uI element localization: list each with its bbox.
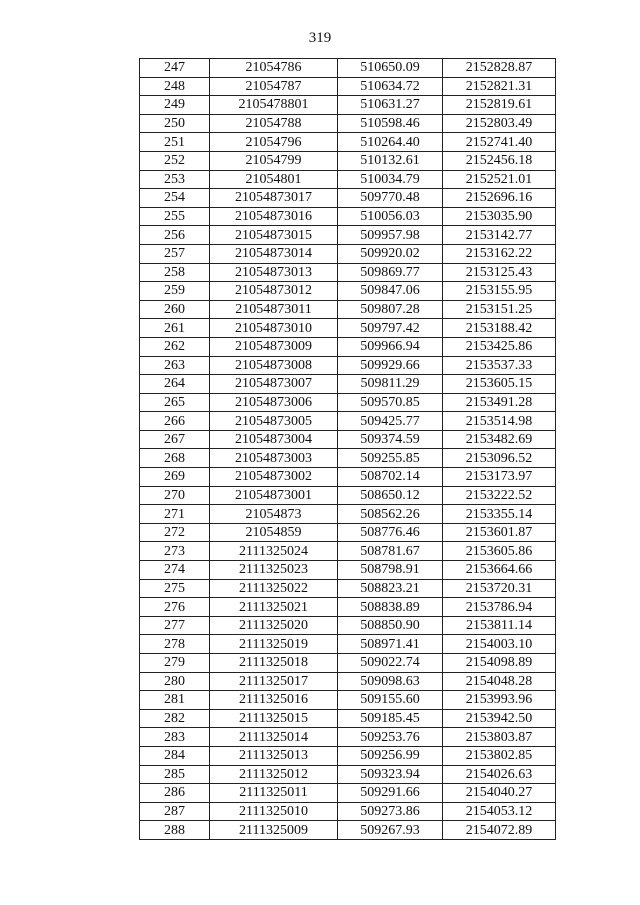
row-number-cell: 249: [140, 96, 210, 115]
point-id-cell: 21054873007: [210, 375, 338, 394]
y-coordinate-cell: 2153173.97: [443, 468, 556, 487]
row-number-cell: 269: [140, 468, 210, 487]
y-coordinate-cell: 2153222.52: [443, 486, 556, 505]
point-id-cell: 21054873016: [210, 207, 338, 226]
y-coordinate-cell: 2153537.33: [443, 356, 556, 375]
point-id-cell: 21054873001: [210, 486, 338, 505]
table-row: [140, 77, 556, 96]
x-coordinate-cell: 509323.94: [338, 765, 443, 784]
row-number-cell: 286: [140, 784, 210, 803]
x-coordinate-cell: 510132.61: [338, 151, 443, 170]
y-coordinate-cell: 2153188.42: [443, 319, 556, 338]
point-id-cell: 21054873013: [210, 263, 338, 282]
row-number-cell: 248: [140, 77, 210, 96]
row-number-cell: 251: [140, 133, 210, 152]
x-coordinate-cell: 510034.79: [338, 170, 443, 189]
x-coordinate-cell: 508798.91: [338, 561, 443, 580]
y-coordinate-cell: 2153942.50: [443, 709, 556, 728]
row-number-cell: 283: [140, 728, 210, 747]
x-coordinate-cell: 509797.42: [338, 319, 443, 338]
table-row: [140, 579, 556, 598]
y-coordinate-cell: 2153491.28: [443, 393, 556, 412]
y-coordinate-cell: 2154098.89: [443, 654, 556, 673]
table-row: [140, 468, 556, 487]
table-row: [140, 151, 556, 170]
row-number-cell: 247: [140, 59, 210, 78]
table-row: [140, 96, 556, 115]
point-id-cell: 2111325019: [210, 635, 338, 654]
y-coordinate-cell: 2153155.95: [443, 282, 556, 301]
row-number-cell: 275: [140, 579, 210, 598]
y-coordinate-cell: 2152828.87: [443, 59, 556, 78]
point-id-cell: 21054873011: [210, 300, 338, 319]
table-row: [140, 114, 556, 133]
point-id-cell: 21054873002: [210, 468, 338, 487]
x-coordinate-cell: 509869.77: [338, 263, 443, 282]
row-number-cell: 284: [140, 746, 210, 765]
point-id-cell: 21054873006: [210, 393, 338, 412]
row-number-cell: 282: [140, 709, 210, 728]
row-number-cell: 265: [140, 393, 210, 412]
x-coordinate-cell: 509770.48: [338, 189, 443, 208]
x-coordinate-cell: 509929.66: [338, 356, 443, 375]
x-coordinate-cell: 509256.99: [338, 746, 443, 765]
point-id-cell: 21054873005: [210, 412, 338, 431]
point-id-cell: 21054873: [210, 505, 338, 524]
row-number-cell: 285: [140, 765, 210, 784]
table-row: [140, 207, 556, 226]
table-row: [140, 821, 556, 840]
point-id-cell: 21054873003: [210, 449, 338, 468]
point-id-cell: 2105478801: [210, 96, 338, 115]
x-coordinate-cell: 509374.59: [338, 430, 443, 449]
table-row: [140, 282, 556, 301]
y-coordinate-cell: 2152456.18: [443, 151, 556, 170]
row-number-cell: 257: [140, 244, 210, 263]
row-number-cell: 259: [140, 282, 210, 301]
table-row: [140, 505, 556, 524]
y-coordinate-cell: 2154040.27: [443, 784, 556, 803]
point-id-cell: 2111325022: [210, 579, 338, 598]
y-coordinate-cell: 2154053.12: [443, 802, 556, 821]
point-id-cell: 2111325021: [210, 598, 338, 617]
table-row: [140, 802, 556, 821]
point-id-cell: 21054873008: [210, 356, 338, 375]
point-id-cell: 2111325018: [210, 654, 338, 673]
point-id-cell: 21054873012: [210, 282, 338, 301]
y-coordinate-cell: 2153802.85: [443, 746, 556, 765]
x-coordinate-cell: 509957.98: [338, 226, 443, 245]
table-row: [140, 412, 556, 431]
x-coordinate-cell: 508971.41: [338, 635, 443, 654]
x-coordinate-cell: 508650.12: [338, 486, 443, 505]
x-coordinate-cell: 509291.66: [338, 784, 443, 803]
table-row: [140, 635, 556, 654]
table-row: [140, 598, 556, 617]
row-number-cell: 287: [140, 802, 210, 821]
x-coordinate-cell: 509155.60: [338, 691, 443, 710]
row-number-cell: 263: [140, 356, 210, 375]
y-coordinate-cell: 2153605.86: [443, 542, 556, 561]
y-coordinate-cell: 2154003.10: [443, 635, 556, 654]
row-number-cell: 264: [140, 375, 210, 394]
row-number-cell: 250: [140, 114, 210, 133]
x-coordinate-cell: 509185.45: [338, 709, 443, 728]
point-id-cell: 21054873015: [210, 226, 338, 245]
x-coordinate-cell: 509847.06: [338, 282, 443, 301]
table-row: [140, 59, 556, 78]
point-id-cell: 21054799: [210, 151, 338, 170]
row-number-cell: 274: [140, 561, 210, 580]
point-id-cell: 2111325015: [210, 709, 338, 728]
row-number-cell: 288: [140, 821, 210, 840]
table-row: [140, 226, 556, 245]
x-coordinate-cell: 508850.90: [338, 616, 443, 635]
x-coordinate-cell: 509811.29: [338, 375, 443, 394]
page-number: 319: [308, 30, 332, 46]
table-row: [140, 709, 556, 728]
point-id-cell: 2111325016: [210, 691, 338, 710]
row-number-cell: 280: [140, 672, 210, 691]
y-coordinate-cell: 2153811.14: [443, 616, 556, 635]
point-id-cell: 2111325009: [210, 821, 338, 840]
x-coordinate-cell: 510598.46: [338, 114, 443, 133]
y-coordinate-cell: 2153142.77: [443, 226, 556, 245]
point-id-cell: 2111325020: [210, 616, 338, 635]
y-coordinate-cell: 2152521.01: [443, 170, 556, 189]
point-id-cell: 21054787: [210, 77, 338, 96]
table-row: [140, 691, 556, 710]
x-coordinate-cell: 508702.14: [338, 468, 443, 487]
y-coordinate-cell: 2153601.87: [443, 523, 556, 542]
table-row: [140, 300, 556, 319]
table-row: [140, 561, 556, 580]
point-id-cell: 2111325023: [210, 561, 338, 580]
table-row: [140, 430, 556, 449]
row-number-cell: 278: [140, 635, 210, 654]
table-row: [140, 393, 556, 412]
x-coordinate-cell: 509966.94: [338, 337, 443, 356]
table-row: [140, 486, 556, 505]
y-coordinate-cell: 2153664.66: [443, 561, 556, 580]
x-coordinate-cell: 509255.85: [338, 449, 443, 468]
point-id-cell: 2111325024: [210, 542, 338, 561]
x-coordinate-cell: 509807.28: [338, 300, 443, 319]
y-coordinate-cell: 2153096.52: [443, 449, 556, 468]
y-coordinate-cell: 2153803.87: [443, 728, 556, 747]
row-number-cell: 258: [140, 263, 210, 282]
table-row: [140, 746, 556, 765]
x-coordinate-cell: 509022.74: [338, 654, 443, 673]
table-row: [140, 375, 556, 394]
y-coordinate-cell: 2153035.90: [443, 207, 556, 226]
x-coordinate-cell: 509273.86: [338, 802, 443, 821]
y-coordinate-cell: 2153355.14: [443, 505, 556, 524]
table-row: [140, 319, 556, 338]
row-number-cell: 260: [140, 300, 210, 319]
y-coordinate-cell: 2154072.89: [443, 821, 556, 840]
table-row: [140, 133, 556, 152]
point-id-cell: 2111325013: [210, 746, 338, 765]
table-row: [140, 616, 556, 635]
y-coordinate-cell: 2153482.69: [443, 430, 556, 449]
point-id-cell: 21054796: [210, 133, 338, 152]
point-id-cell: 21054873014: [210, 244, 338, 263]
x-coordinate-cell: 509267.93: [338, 821, 443, 840]
point-id-cell: 2111325010: [210, 802, 338, 821]
x-coordinate-cell: 509253.76: [338, 728, 443, 747]
point-id-cell: 21054786: [210, 59, 338, 78]
row-number-cell: 262: [140, 337, 210, 356]
point-id-cell: 21054873010: [210, 319, 338, 338]
point-id-cell: 2111325012: [210, 765, 338, 784]
row-number-cell: 271: [140, 505, 210, 524]
x-coordinate-cell: 508823.21: [338, 579, 443, 598]
table-body: [140, 59, 556, 840]
point-id-cell: 2111325014: [210, 728, 338, 747]
y-coordinate-cell: 2153720.31: [443, 579, 556, 598]
y-coordinate-cell: 2153425.86: [443, 337, 556, 356]
row-number-cell: 261: [140, 319, 210, 338]
table-row: [140, 672, 556, 691]
point-id-cell: 21054788: [210, 114, 338, 133]
table-row: [140, 542, 556, 561]
x-coordinate-cell: 508776.46: [338, 523, 443, 542]
x-coordinate-cell: 509570.85: [338, 393, 443, 412]
y-coordinate-cell: 2154048.28: [443, 672, 556, 691]
y-coordinate-cell: 2153125.43: [443, 263, 556, 282]
table-row: [140, 765, 556, 784]
row-number-cell: 256: [140, 226, 210, 245]
y-coordinate-cell: 2152696.16: [443, 189, 556, 208]
x-coordinate-cell: 508562.26: [338, 505, 443, 524]
table-row: [140, 189, 556, 208]
x-coordinate-cell: 510264.40: [338, 133, 443, 152]
table-row: [140, 263, 556, 282]
row-number-cell: 253: [140, 170, 210, 189]
y-coordinate-cell: 2153151.25: [443, 300, 556, 319]
table-row: [140, 170, 556, 189]
table-row: [140, 337, 556, 356]
point-id-cell: 2111325017: [210, 672, 338, 691]
y-coordinate-cell: 2152821.31: [443, 77, 556, 96]
x-coordinate-cell: 509425.77: [338, 412, 443, 431]
x-coordinate-cell: 510056.03: [338, 207, 443, 226]
row-number-cell: 255: [140, 207, 210, 226]
table-row: [140, 356, 556, 375]
table-row: [140, 244, 556, 263]
row-number-cell: 266: [140, 412, 210, 431]
point-id-cell: 21054873009: [210, 337, 338, 356]
point-id-cell: 21054873004: [210, 430, 338, 449]
y-coordinate-cell: 2154026.63: [443, 765, 556, 784]
y-coordinate-cell: 2153605.15: [443, 375, 556, 394]
row-number-cell: 276: [140, 598, 210, 617]
x-coordinate-cell: 510634.72: [338, 77, 443, 96]
y-coordinate-cell: 2152741.40: [443, 133, 556, 152]
y-coordinate-cell: 2153514.98: [443, 412, 556, 431]
table-row: [140, 654, 556, 673]
row-number-cell: 270: [140, 486, 210, 505]
table-row: [140, 784, 556, 803]
row-number-cell: 268: [140, 449, 210, 468]
y-coordinate-cell: 2153993.96: [443, 691, 556, 710]
x-coordinate-cell: 510650.09: [338, 59, 443, 78]
coordinates-table: [139, 58, 556, 840]
point-id-cell: 2111325011: [210, 784, 338, 803]
row-number-cell: 267: [140, 430, 210, 449]
y-coordinate-cell: 2153162.22: [443, 244, 556, 263]
x-coordinate-cell: 509920.02: [338, 244, 443, 263]
y-coordinate-cell: 2153786.94: [443, 598, 556, 617]
x-coordinate-cell: 510631.27: [338, 96, 443, 115]
row-number-cell: 252: [140, 151, 210, 170]
row-number-cell: 277: [140, 616, 210, 635]
y-coordinate-cell: 2152819.61: [443, 96, 556, 115]
table-row: [140, 523, 556, 542]
row-number-cell: 272: [140, 523, 210, 542]
point-id-cell: 21054873017: [210, 189, 338, 208]
point-id-cell: 21054801: [210, 170, 338, 189]
row-number-cell: 279: [140, 654, 210, 673]
x-coordinate-cell: 509098.63: [338, 672, 443, 691]
x-coordinate-cell: 508838.89: [338, 598, 443, 617]
row-number-cell: 281: [140, 691, 210, 710]
x-coordinate-cell: 508781.67: [338, 542, 443, 561]
row-number-cell: 273: [140, 542, 210, 561]
table-row: [140, 449, 556, 468]
y-coordinate-cell: 2152803.49: [443, 114, 556, 133]
row-number-cell: 254: [140, 189, 210, 208]
table-row: [140, 728, 556, 747]
point-id-cell: 21054859: [210, 523, 338, 542]
